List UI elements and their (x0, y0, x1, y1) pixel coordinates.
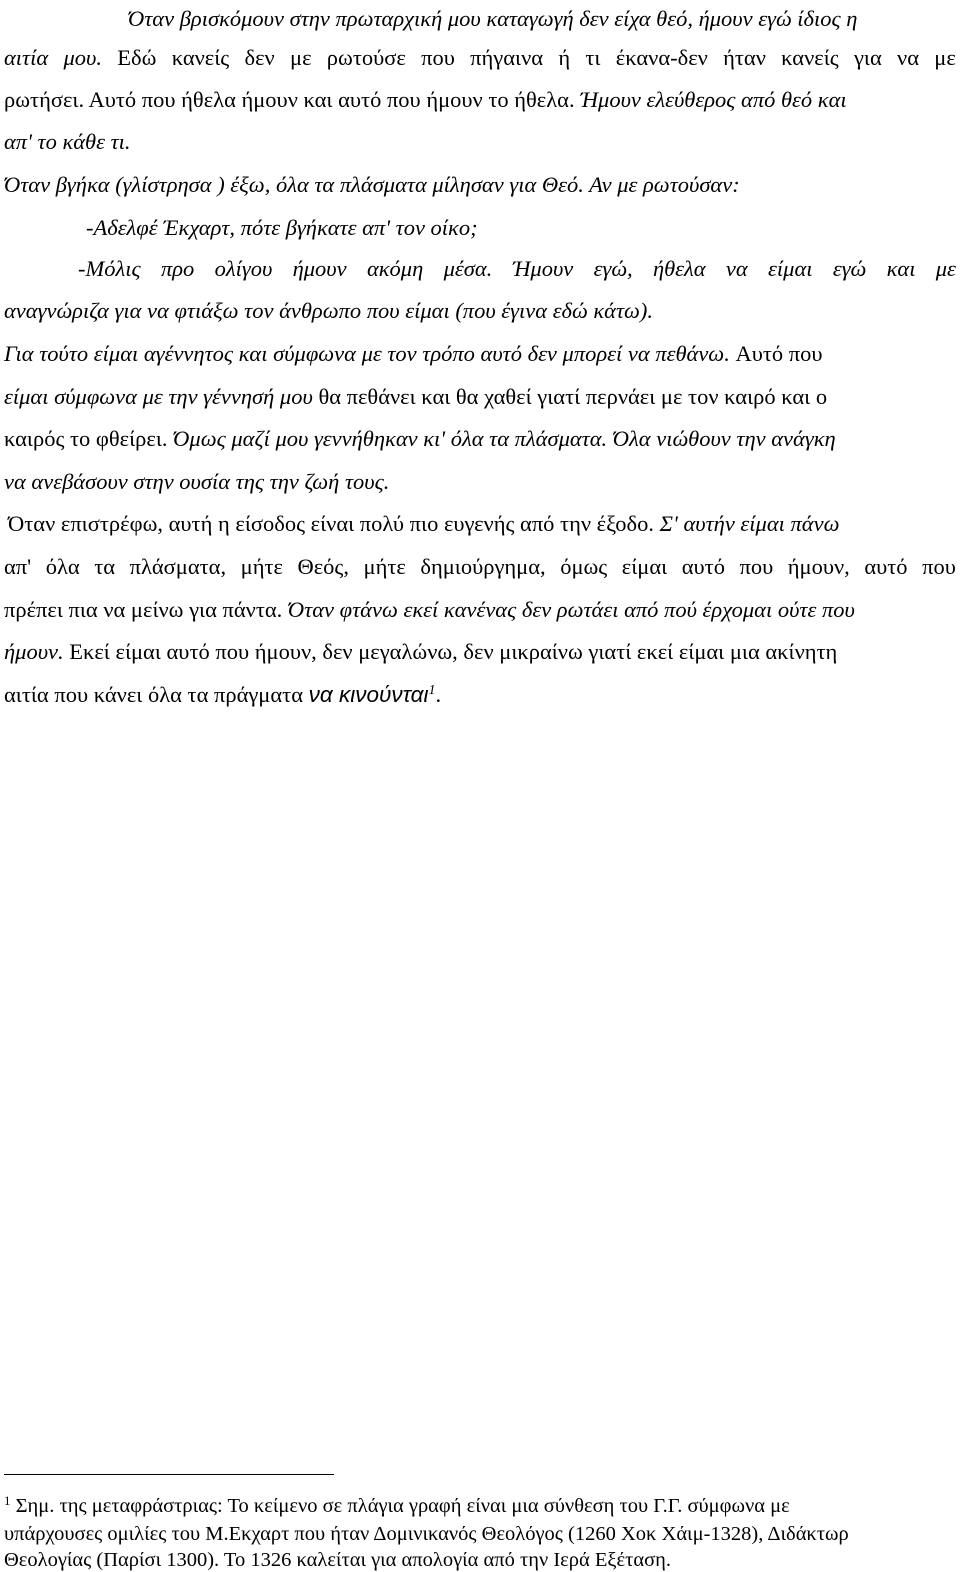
text-run: αναγνώριζα για να φτιάξω τον άνθρωπο που είμαι (που έγινα εδώ κάτω). (4, 298, 654, 323)
text-run: Ήμουν ελεύθερος από θεό και (580, 87, 847, 112)
footnote-line-2 (0, 1522, 960, 1546)
text-line (0, 554, 960, 580)
text-word: αιτία (4, 45, 49, 70)
text-line (0, 45, 960, 71)
text-line (0, 172, 960, 198)
text-word: ήθελα (652, 256, 706, 281)
text-run: να ανεβάσουν στην ουσία της την ζωή τους. (4, 469, 390, 494)
text-word: και (886, 256, 916, 281)
text-word: δημιούργημα, (420, 554, 546, 579)
text-line (0, 597, 960, 623)
footnote-separator (4, 1474, 334, 1475)
text-word: μου. (63, 45, 102, 70)
footnote-line-3 (0, 1548, 960, 1572)
text-word: ή (558, 45, 571, 70)
text-run: Εκεί είμαι αυτό που ήμουν, δεν μεγαλώνω, δεν μικραίνω γιατί εκεί είμαι μια ακίνητη (69, 639, 838, 664)
text-word: πήγαινα (470, 45, 544, 70)
text-word: ακόμη (366, 256, 424, 281)
text-line (0, 6, 960, 32)
text-word: αυτό (864, 554, 908, 579)
text-word: αυτό (681, 554, 725, 579)
text-run: θα πεθάνει και θα χαθεί γιατί περνάει με τον καιρό και ο (318, 384, 828, 409)
text-word: κανείς (171, 45, 230, 70)
text-word: κανείς (781, 45, 839, 70)
footnote-reference: 1 (428, 683, 436, 698)
text-line (0, 341, 960, 367)
text-word: με (935, 256, 956, 281)
text-line (0, 384, 960, 410)
text-word: να (897, 45, 920, 70)
text-line (0, 682, 960, 708)
text-word: με (934, 45, 956, 70)
text-run: Όταν βρισκόμουν στην πρωταρχική μου καταγωγή δεν είχα θεό, ήμουν εγώ ίδιος η (128, 6, 858, 31)
text-run: Όταν επιστρέφω, αυτή η είσοδος είναι πολύ πιο ευγενής από την έξοδο. (8, 511, 660, 536)
footnote-text-1: Σημ. της μεταφράστριας: Το κείμενο σε πλάγια γραφή είναι μια σύνθεση του Γ.Γ. σύμφωνα με (10, 1495, 790, 1517)
text-run: Σ' αυτήν είμαι πάνω (659, 511, 840, 536)
text-word: μέσα. (443, 256, 493, 281)
text-line (0, 129, 960, 155)
text-run: πρέπει πια να μείνω για πάντα. (4, 597, 288, 622)
text-word: μήτε (363, 554, 406, 579)
text-word: δεν (244, 45, 275, 70)
text-line (0, 639, 960, 665)
text-word: ήμουν, (787, 554, 850, 579)
text-word: Εδώ (117, 45, 157, 70)
text-line (0, 256, 960, 282)
text-word: -Μόλις (78, 256, 141, 281)
text-word: Θεός, (297, 554, 349, 579)
text-word: να (725, 256, 748, 281)
text-line (0, 469, 960, 495)
text-line (0, 215, 960, 241)
text-word: για (853, 45, 882, 70)
text-word: απ' (4, 554, 32, 579)
text-word: είμαι (621, 554, 668, 579)
text-run: να κινούνται (308, 682, 429, 707)
text-word: έκανα-δεν (615, 45, 708, 70)
text-run: Αυτό που (735, 341, 823, 366)
footnote-text-2: υπάρχουσες ομιλίες του Μ.Εκχαρτ που ήταν Δομινικανός Θεολόγος (1260 Χοκ Χάιμ-1328), Διδάκτωρ (4, 1523, 849, 1545)
footnote-mark: 1 (4, 1493, 11, 1508)
text-word: πλάσματα, (129, 554, 227, 579)
text-word: που (922, 554, 956, 579)
text-run: ήμουν. (4, 639, 70, 664)
text-word: ήταν (723, 45, 766, 70)
text-run: ρωτήσει. Αυτό που ήθελα ήμουν και αυτό που ήμουν το ήθελα. (4, 87, 581, 112)
text-word: προ (160, 256, 195, 281)
text-run: Όταν φτάνω εκεί κανένας δεν ρωτάει από πού έρχομαι ούτε που (287, 597, 855, 622)
text-line (0, 87, 960, 113)
text-word: ήμουν (292, 256, 347, 281)
text-run: -Αδελφέ Έκχαρτ, πότε βγήκατε απ' τον οίκο; (86, 215, 478, 240)
text-line (0, 298, 960, 324)
footnote-line-1 (0, 1494, 960, 1518)
text-line (0, 511, 960, 537)
text-run: καιρός το φθείρει. (4, 426, 174, 451)
text-run: Όταν βγήκα (γλίστρησα ) έξω, όλα τα πλάσματα μίλησαν για Θεό. Αν με ρωτούσαν: (4, 172, 740, 197)
text-word: τι (585, 45, 601, 70)
text-word: εγώ (832, 256, 867, 281)
text-word: μήτε (240, 554, 283, 579)
text-word: εγώ, (593, 256, 633, 281)
text-run: είμαι σύμφωνα με την γέννησή μου (4, 384, 319, 409)
text-word: ρωτούσε (326, 45, 406, 70)
text-run: απ' το κάθε τι. (4, 129, 131, 154)
text-run: αιτία που κάνει όλα τα πράγματα (4, 682, 309, 707)
text-word: τα (94, 554, 116, 579)
text-run: . (435, 682, 442, 707)
footnote-text-3: Θεολογίας (Παρίσι 1300). Το 1326 καλείται για απολογία από την Ιερά Εξέταση. (4, 1549, 672, 1571)
text-word: ολίγου (214, 256, 273, 281)
text-word: με (290, 45, 312, 70)
text-run: Για τούτο είμαι αγέννητος και σύμφωνα με τον τρόπο αυτό δεν μπορεί να πεθάνω. (4, 341, 736, 366)
text-line (0, 426, 960, 452)
text-word: που (421, 45, 455, 70)
text-word: Ήμουν (512, 256, 574, 281)
text-word: που (739, 554, 774, 579)
text-run: Όμως μαζί μου γεννήθηκαν κι' όλα τα πλάσματα. Όλα νιώθουν την ανάγκη (173, 426, 836, 451)
text-word: είμαι (768, 256, 813, 281)
text-word: όμως (560, 554, 608, 579)
text-word: όλα (45, 554, 80, 579)
